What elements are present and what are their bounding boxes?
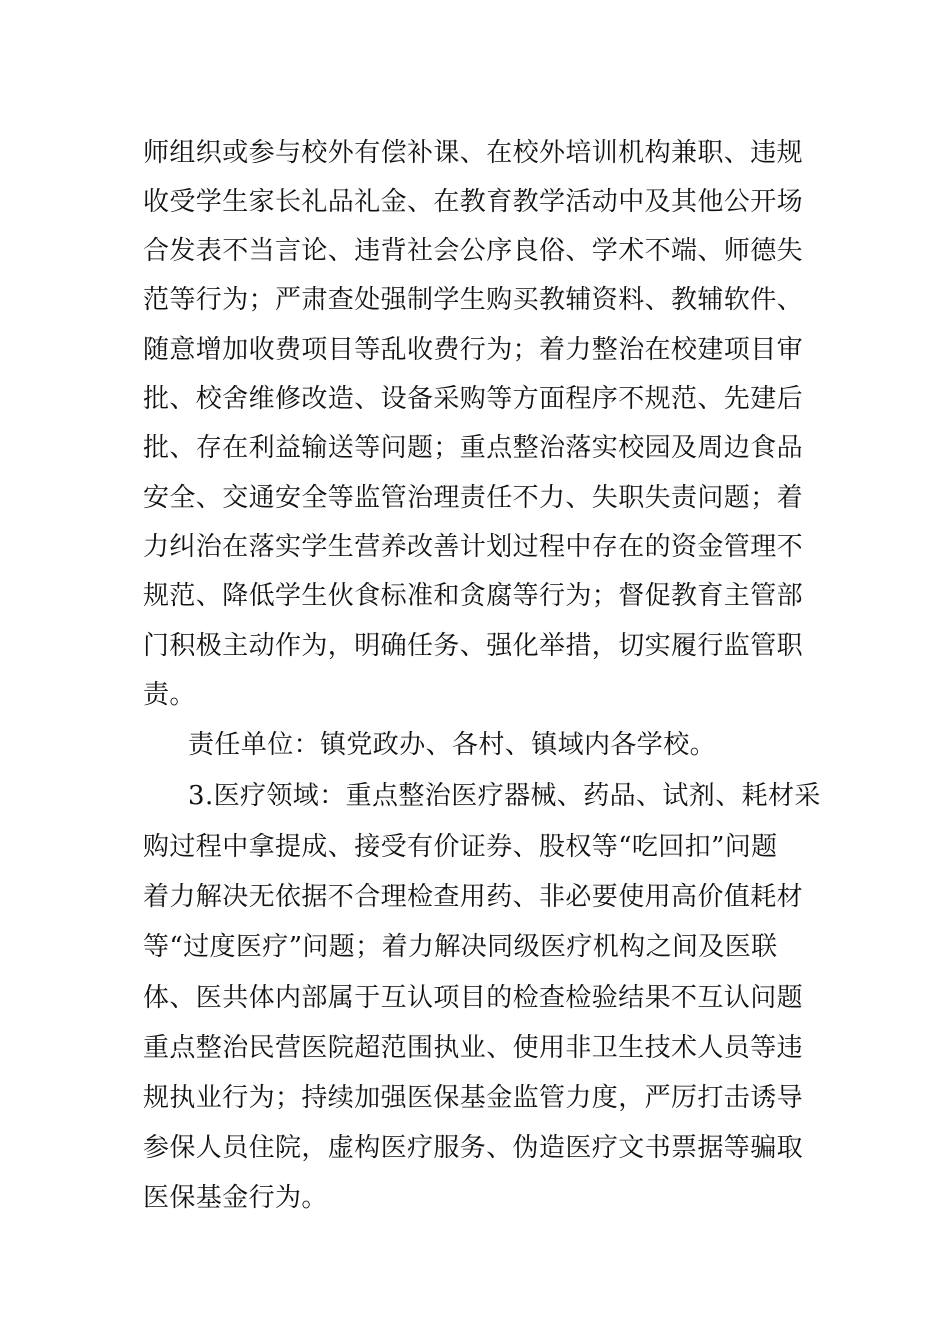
section-heading-medical: 3.医疗领域：重点整治医疗器械、药品、试剂、耗材采 (188, 781, 821, 811)
text-line: 收受学生家长礼品礼金、在教育教学活动中及其他公开场 (143, 187, 804, 217)
text-line: 师组织或参与校外有偿补课、在校外培训机构兼职、违规 (143, 138, 804, 168)
text-line: 着力解决无依据不合理检查用药、非必要使用高价值耗材 (143, 882, 804, 912)
text-line: 重点整治民营医院超范围执业、使用非卫生技术人员等违 (143, 1033, 804, 1063)
text-line: 安全、交通安全等监管治理责任不力、失职失责问题；着 (143, 483, 804, 513)
responsible-units-line: 责任单位：镇党政办、各村、镇域内各学校。 (188, 730, 717, 760)
text-line: 规执业行为；持续加强医保基金监管力度，严厉打击诱导 (143, 1083, 804, 1113)
text-line: 等“过度医疗”问题；着力解决同级医疗机构之间及医联 (143, 932, 778, 962)
text-line: 参保人员住院，虚构医疗服务、伪造医疗文书票据等骗取 (143, 1133, 804, 1163)
text-line: 合发表不当言论、违背社会公序良俗、学术不端、师德失 (143, 236, 804, 266)
text-line: 批、存在利益输送等问题；重点整治落实校园及周边食品 (143, 433, 804, 463)
text-line: 门积极主动作为，明确任务、强化举措，切实履行监管职 (143, 631, 804, 661)
text-line: 责。 (143, 680, 196, 710)
text-line: 规范、降低学生伙食标准和贪腐等行为；督促教育主管部 (143, 581, 804, 611)
text-line: 范等行为；严肃查处强制学生购买教辅资料、教辅软件、 (143, 285, 804, 315)
text-line: 体、医共体内部属于互认项目的检查检验结果不互认问题 (143, 983, 804, 1013)
text-line: 力纠治在落实学生营养改善计划过程中存在的资金管理不 (143, 532, 804, 562)
text-line: 批、校舍维修改造、设备采购等方面程序不规范、先建后 (143, 384, 804, 414)
text-line: 医保基金行为。 (143, 1183, 328, 1213)
text-line: 购过程中拿提成、接受有价证券、股权等“吃回扣”问题 (143, 832, 778, 862)
text-line: 随意增加收费项目等乱收费行为；着力整治在校建项目审 (143, 335, 804, 365)
